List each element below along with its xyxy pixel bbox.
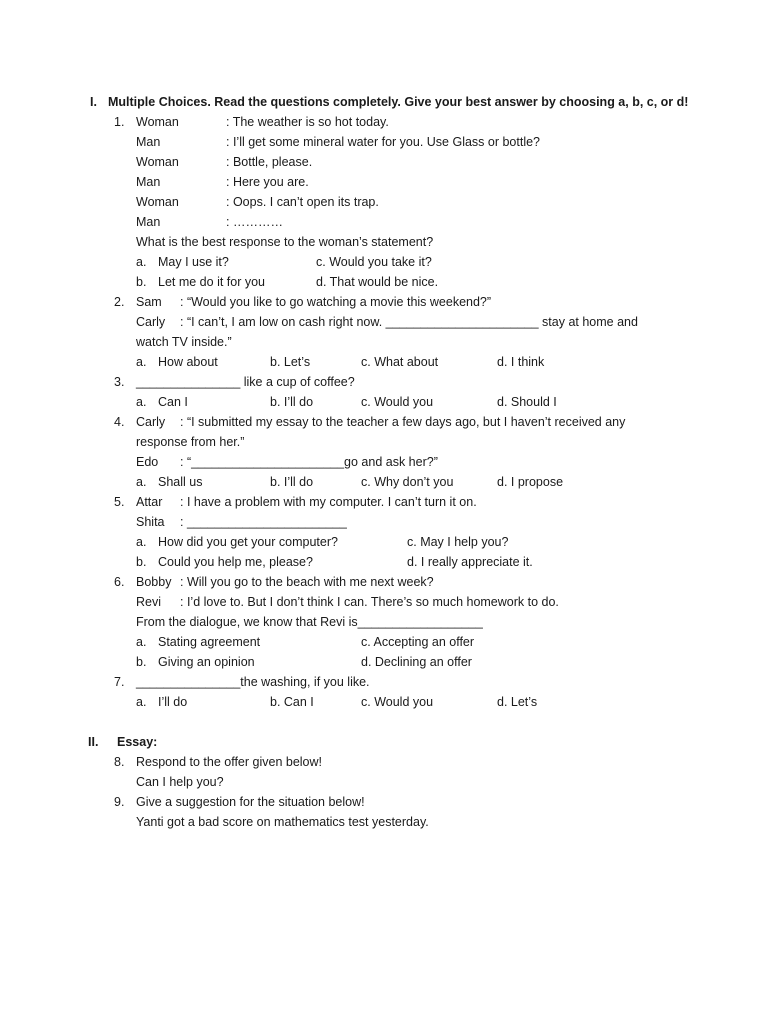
dialogue-speaker: Man [136,215,161,229]
answer-option: I’ll do [158,695,188,709]
question-number: 1. [114,115,125,129]
question-number: 7. [114,675,125,689]
dialogue-line: : _______________________ [180,515,347,529]
dialogue-line: : “I can’t, I am low on cash right now. ______________________ stay at home and [180,315,638,329]
dialogue-line: : Oops. I can’t open its trap. [226,195,379,209]
question-prompt: What is the best response to the woman’s statement? [136,235,434,249]
dialogue-speaker: Man [136,135,161,149]
answer-option: b. I’ll do [270,475,314,489]
question-number: 9. [114,795,125,809]
question-prompt: From the dialogue, we know that Revi is__________________ [136,615,483,629]
question-number: 6. [114,575,125,589]
answer-option: c. Would you [361,395,434,409]
dialogue-speaker: Woman [136,155,179,169]
dialogue-speaker: Carly [136,415,166,429]
dialogue-speaker: Carly [136,315,166,329]
question-prompt: _______________ like a cup of coffee? [136,375,355,389]
answer-option: Let me do it for you [158,275,266,289]
answer-option: c. Would you take it? [316,255,432,269]
dialogue-speaker: Revi [136,595,162,609]
dialogue-speaker: Man [136,175,161,189]
section-1-heading: Multiple Choices. Read the questions completely. Give your best answer by choosing a, b, c, or d! [108,95,689,109]
option-letter: a. [136,635,147,649]
option-letter: a. [136,695,147,709]
option-letter: a. [136,475,147,489]
dialogue-line: : “Would you like to go watching a movie this weekend?” [180,295,492,309]
question-number: 2. [114,295,125,309]
answer-option: Giving an opinion [158,655,255,669]
answer-option: b. Can I [270,695,314,709]
dialogue-speaker: Attar [136,495,163,509]
answer-option: d. Declining an offer [361,655,472,669]
answer-option: How about [158,355,218,369]
answer-option: d. I think [497,355,545,369]
dialogue-speaker: Shita [136,515,165,529]
question-number: 5. [114,495,125,509]
dialogue-continuation: watch TV inside.” [136,335,232,349]
option-letter: a. [136,255,147,269]
dialogue-line: : ………… [226,215,283,229]
dialogue-speaker: Woman [136,115,179,129]
answer-option: c. Accepting an offer [361,635,475,649]
answer-option: Shall us [158,475,203,489]
dialogue-line: : I’ll get some mineral water for you. Use Glass or bottle? [226,135,541,149]
answer-option: Can I [158,395,188,409]
essay-instruction: Give a suggestion for the situation below! [136,795,365,809]
answer-option: May I use it? [158,255,229,269]
answer-option: d. That would be nice. [316,275,439,289]
answer-option: b. I’ll do [270,395,314,409]
answer-option: c. What about [361,355,439,369]
dialogue-line: : “______________________go and ask her?” [180,455,438,469]
dialogue-line: : The weather is so hot today. [226,115,389,129]
dialogue-continuation: response from her.” [136,435,245,449]
question-number: 4. [114,415,125,429]
dialogue-line: : “I submitted my essay to the teacher a few days ago, but I haven’t received any [180,415,626,429]
answer-option: Stating agreement [158,635,261,649]
question-number: 3. [114,375,125,389]
answer-option: Could you help me, please? [158,555,313,569]
section-2-numeral: II. [88,735,99,749]
essay-prompt: Yanti got a bad score on mathematics test yesterday. [136,815,429,829]
answer-option: d. Let’s [497,695,538,709]
option-letter: b. [136,275,147,289]
dialogue-speaker: Edo [136,455,159,469]
dialogue-line: : I have a problem with my computer. I can’t turn it on. [180,495,477,509]
answer-option: c. Would you [361,695,434,709]
option-letter: a. [136,535,147,549]
section-1-numeral: I. [90,95,97,109]
dialogue-speaker: Sam [136,295,162,309]
answer-option: How did you get your computer? [158,535,338,549]
answer-option: d. I really appreciate it. [407,555,533,569]
question-prompt: _______________the washing, if you like. [136,675,370,689]
dialogue-speaker: Woman [136,195,179,209]
option-letter: a. [136,355,147,369]
dialogue-line: : Bottle, please. [226,155,313,169]
option-letter: a. [136,395,147,409]
dialogue-line: : Here you are. [226,175,309,189]
answer-option: b. Let’s [270,355,311,369]
answer-option: c. Why don’t you [361,475,454,489]
question-number: 8. [114,755,125,769]
answer-option: d. I propose [497,475,564,489]
essay-instruction: Respond to the offer given below! [136,755,323,769]
option-letter: b. [136,655,147,669]
answer-option: d. Should I [497,395,557,409]
section-2-heading: Essay: [117,735,158,749]
dialogue-speaker: Bobby [136,575,172,589]
dialogue-line: : Will you go to the beach with me next week? [180,575,434,589]
answer-option: c. May I help you? [407,535,509,549]
option-letter: b. [136,555,147,569]
dialogue-line: : I’d love to. But I don’t think I can. There’s so much homework to do. [180,595,559,609]
essay-prompt: Can I help you? [136,775,224,789]
